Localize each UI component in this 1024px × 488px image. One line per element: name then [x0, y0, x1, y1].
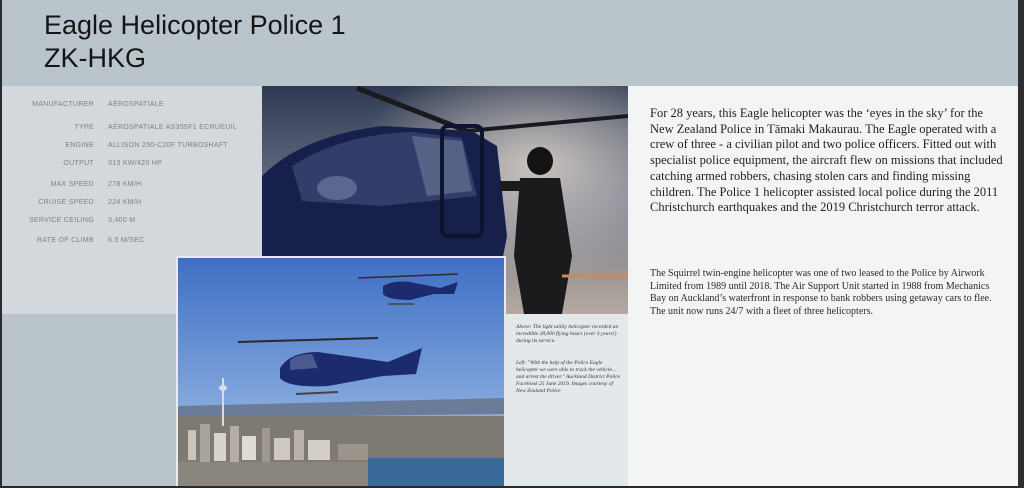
spec-value: 278 KM/H — [108, 181, 142, 188]
spec-label: CRUISE SPEED — [38, 199, 94, 206]
spec-value: AÉROSPATIALE — [108, 101, 164, 108]
spec-value: 224 KM/H — [108, 199, 142, 206]
spec-label: TYPE — [74, 124, 94, 131]
auckland-aerial-image — [178, 258, 504, 486]
spec-label: MANUFACTURER — [32, 101, 94, 108]
spec-row-max-speed — [2, 181, 262, 195]
spec-value: ALLISON 250-C20F TURBOSHAFT — [108, 142, 229, 149]
text-panel — [628, 86, 1020, 486]
photo-caption-box — [504, 314, 628, 486]
spec-label: ENGINE — [65, 142, 94, 149]
spec-label: OUTPUT — [63, 160, 94, 167]
spec-value: 313 KW/420 HP — [108, 160, 163, 167]
caption-above: Above: The light utility helicopter recorded an incredible 28,000 flying hours (over 3 years!) during its service. — [516, 324, 619, 344]
spec-label: SERVICE CEILING — [28, 217, 94, 224]
spec-row-rate-of-climb — [2, 237, 262, 251]
spec-label: RATE OF CLIMB — [36, 237, 94, 244]
spec-row-cruise-speed — [2, 199, 262, 213]
right-edge — [1018, 0, 1024, 488]
spec-row-type — [2, 124, 262, 138]
main-paragraph: For 28 years, this Eagle helicopter was the ‘eyes in the sky’ for the New Zealand Police in Tāmaki Makaurau. The Eagle operated with a crew of three - a civilian pilot and two police officers. Fitted out with specialist police equipment, the aircraft flew on missions that included catching armed robbers, chasing stolen cars and finding missing children. The Police 1 helicopter assisted local police during the 2011 Christchurch earthquakes and the 2019 Christchurch terror attack. — [650, 106, 1003, 215]
spec-row-output — [2, 160, 262, 174]
spec-row-manufacturer — [2, 101, 262, 115]
secondary-paragraph: The Squirrel twin-engine helicopter was one of two leased to the Police by Airwork Limited from 1989 until 2018. The Air Support Unit started in 1988 from Mechanics Bay on Auckland’s waterfront in response to bank robbers using getaway cars to flee. The unit now runs 24/7 with a fleet of three helicopters. — [650, 268, 992, 317]
spec-row-engine — [2, 142, 262, 156]
spec-value: 6.5 M/SEC — [108, 237, 145, 244]
header-band — [2, 0, 1020, 86]
spec-value: 3,400 M — [108, 217, 136, 224]
photo-helicopters-over-auckland — [178, 258, 504, 486]
lower-left-band — [2, 314, 178, 486]
spec-value: AÉROSPATIALE AS355F1 ECRUEUIL — [108, 124, 238, 131]
spec-row-service-ceiling — [2, 217, 262, 231]
exhibit-panel — [2, 0, 1020, 486]
exhibit-title: Eagle Helicopter Police 1 — [44, 10, 346, 40]
spec-label: MAX SPEED — [50, 181, 94, 188]
caption-left: Left: "With the help of the Police Eagle helicopter we were able to track the vehicle... and arrest the driver." Auckland District Police Facebook 25 June 2019. Images courtesy of New Zealand Police — [516, 360, 621, 394]
registration-number: ZK-HKG — [44, 43, 147, 73]
